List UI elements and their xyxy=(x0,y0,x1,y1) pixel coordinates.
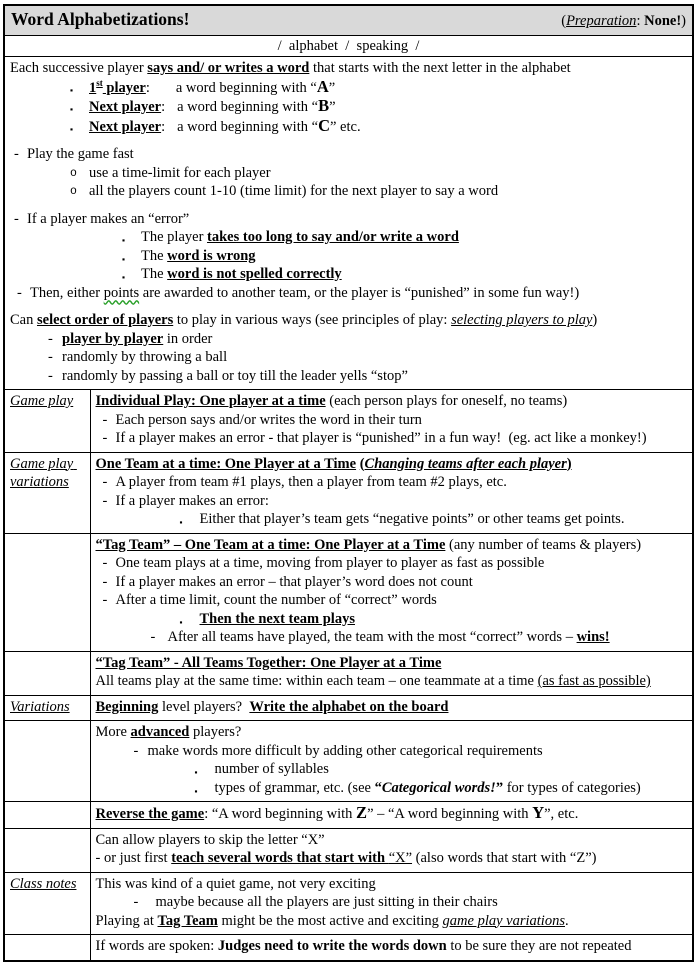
dash-bullet-icon: - xyxy=(102,474,108,490)
text-segment: teach several words that start with xyxy=(171,850,389,866)
text-segment: Can allow players to skip the letter “X” xyxy=(95,831,325,848)
text-line xyxy=(10,97,687,117)
text-line xyxy=(96,760,688,779)
text-line xyxy=(10,117,687,137)
text-segment: ” xyxy=(329,99,336,115)
square-bullet-icon: ▪ xyxy=(179,616,183,627)
row-content-cell xyxy=(90,721,693,802)
text-segment: a word beginning with “ xyxy=(175,79,317,96)
table-row-variations-skip-x xyxy=(4,828,693,872)
text-segment: Z xyxy=(356,803,368,822)
row-content-cell xyxy=(90,452,693,533)
text-line xyxy=(96,723,688,742)
title-cell xyxy=(4,5,693,35)
text-segment: Game play xyxy=(10,393,74,409)
circle-bullet-icon: o xyxy=(70,185,77,198)
text-segment: . xyxy=(564,912,569,929)
text-segment: ) xyxy=(566,455,572,472)
square-bullet-icon: ▪ xyxy=(70,123,74,134)
text-segment: Can xyxy=(10,312,37,328)
text-line xyxy=(96,831,688,850)
text-segment: If a player makes an error: xyxy=(115,492,269,509)
text-segment: to be sure they are not repeated xyxy=(446,938,632,954)
dash-bullet-icon: - xyxy=(102,573,108,590)
text-segment: - or just first xyxy=(95,850,172,866)
table-row-class-notes xyxy=(4,872,693,935)
text-segment: All teams play at the same time: within each team – one teammate at a time xyxy=(95,673,538,689)
square-bullet-icon: ▪ xyxy=(122,253,126,264)
row-content-cell xyxy=(90,390,693,453)
text-line xyxy=(96,429,688,448)
text-line xyxy=(96,492,688,511)
text-segment: for types of categories) xyxy=(503,779,641,796)
text-segment: says and/ or writes a word xyxy=(147,60,310,76)
text-segment: None! xyxy=(644,13,682,29)
dash-bullet-icon: - xyxy=(14,210,19,227)
table-row-game-play-individual xyxy=(4,390,693,453)
circle-bullet-icon: o xyxy=(70,166,77,180)
table-row-variations-reverse xyxy=(4,802,693,829)
row-content-cell xyxy=(90,533,693,651)
text-segment: : xyxy=(161,118,166,135)
text-segment: A xyxy=(316,76,329,96)
text-segment: “ xyxy=(374,779,382,796)
text-segment: If a player makes an error - that player is “punished” in a fun way! (eg. act like a monkey!) xyxy=(115,430,647,446)
title-row xyxy=(4,5,693,35)
text-line xyxy=(10,311,687,330)
text-line xyxy=(96,698,688,717)
row-label-cell xyxy=(4,935,90,961)
table-row-variations-advanced xyxy=(4,721,693,802)
text-segment: Each successive player xyxy=(10,60,148,76)
square-bullet-icon: ▪ xyxy=(194,785,198,796)
text-segment: The player xyxy=(141,229,208,245)
text-segment: If a player makes an “error” xyxy=(27,210,190,227)
text-segment: More xyxy=(95,724,131,740)
text-segment: use a time-limit for each player xyxy=(89,164,271,181)
text-segment: ”, etc. xyxy=(544,806,579,822)
preparation-note xyxy=(561,12,686,31)
text-segment: player xyxy=(102,79,146,96)
text-segment: A player from team #1 plays, then a player from team #2 plays, etc. xyxy=(115,474,507,490)
text-line xyxy=(10,265,687,284)
row-content-cell xyxy=(90,872,693,935)
text-segment: Changing teams after each player xyxy=(364,455,567,472)
dash-bullet-icon: - xyxy=(133,742,139,759)
text-segment: Each person says and/or writes the word in their turn xyxy=(115,411,422,428)
text-segment: wins! xyxy=(576,629,610,645)
text-segment: The xyxy=(141,247,168,264)
text-line xyxy=(96,510,688,529)
square-bullet-icon: ▪ xyxy=(179,517,183,527)
text-line xyxy=(96,628,688,647)
text-segment: Variations xyxy=(10,698,70,715)
square-bullet-icon: ▪ xyxy=(194,767,198,777)
text-line xyxy=(10,330,687,349)
text-segment: ( xyxy=(359,455,365,472)
dash-bullet-icon: - xyxy=(17,284,22,301)
text-line xyxy=(96,473,688,492)
text-segment: (any number of teams & players) xyxy=(445,536,642,553)
table-row-intro xyxy=(4,57,693,390)
text-segment: in order xyxy=(163,330,213,347)
row-content-cell xyxy=(90,695,693,721)
text-segment: randomly by throwing a ball xyxy=(62,349,228,365)
text-line xyxy=(10,182,687,201)
text-segment: If words are spoken: xyxy=(95,938,218,954)
text-line xyxy=(96,672,688,691)
text-segment: Categorical words! xyxy=(381,779,496,796)
table-row-tag-team-all-teams xyxy=(4,651,693,695)
text-line xyxy=(10,228,687,247)
text-segment: players? xyxy=(189,724,242,740)
dash-bullet-icon: - xyxy=(150,629,156,645)
text-segment: : xyxy=(145,79,150,96)
text-segment: advanced xyxy=(130,724,190,740)
text-segment: selecting players to play xyxy=(451,312,593,328)
text-segment: (as fast as possible) xyxy=(537,673,651,689)
text-segment: Tag Team xyxy=(157,912,218,929)
text-segment: B xyxy=(318,96,330,115)
text-segment: C xyxy=(318,115,330,135)
table-row-class-notes-judges xyxy=(4,935,693,961)
text-line xyxy=(10,164,687,183)
text-line xyxy=(10,367,687,386)
text-segment: Judges need to write the words down xyxy=(217,938,447,954)
text-line xyxy=(96,654,688,673)
tagline-row xyxy=(4,35,693,57)
text-line xyxy=(96,411,688,430)
text-line xyxy=(96,455,688,474)
text-segment: Playing at xyxy=(95,912,158,929)
text-segment: If a player makes an error – that player’s word does not count xyxy=(115,573,473,590)
text-segment: player by player xyxy=(62,330,164,347)
dash-bullet-icon: - xyxy=(102,592,108,608)
text-line xyxy=(96,937,688,956)
row-label xyxy=(10,392,85,411)
text-segment: Y xyxy=(532,803,545,822)
text-segment: types of grammar, etc. (see xyxy=(214,779,375,796)
text-segment: word is wrong xyxy=(167,247,256,264)
text-line xyxy=(96,610,688,629)
text-segment: a word beginning with “ xyxy=(177,99,319,115)
dash-bullet-icon: - xyxy=(102,492,108,509)
text-segment: that starts with the next letter in the alphabet xyxy=(309,60,571,76)
text-segment: One Team at a time: One Player at a Time xyxy=(95,455,357,472)
text-segment: all the players count 1-10 (time limit) for the next player to say a word xyxy=(89,183,499,199)
text-segment: game play variations xyxy=(442,912,565,929)
row-label-cell xyxy=(4,533,90,651)
text-segment: level players? xyxy=(158,698,250,715)
row-label xyxy=(10,455,85,492)
text-segment: ( xyxy=(561,13,567,29)
text-line xyxy=(96,875,688,894)
text-line xyxy=(10,348,687,367)
text-line xyxy=(10,247,687,266)
text-segment: This was kind of a quiet game, not very exciting xyxy=(95,875,376,892)
table-row-tag-team-one-team xyxy=(4,533,693,651)
text-line xyxy=(10,284,687,303)
text-line xyxy=(96,591,688,610)
text-segment: Then, either xyxy=(30,284,104,301)
text-line xyxy=(96,573,688,592)
text-segment: : “A word beginning with xyxy=(204,806,357,822)
text-segment: make words more difficult by adding other categorical requirements xyxy=(147,742,543,759)
text-segment: 1 xyxy=(89,79,97,96)
text-segment: Play the game fast xyxy=(27,146,134,162)
row-label-cell xyxy=(4,828,90,872)
row-content-cell xyxy=(90,935,693,961)
text-segment: ) xyxy=(681,13,686,29)
text-segment: : xyxy=(161,99,166,115)
square-bullet-icon: ▪ xyxy=(122,272,126,282)
text-segment: maybe because all the players are just sitting in their chairs xyxy=(155,894,498,910)
dash-bullet-icon: - xyxy=(48,367,53,384)
row-content-cell xyxy=(90,828,693,872)
square-bullet-icon: ▪ xyxy=(70,104,74,114)
text-line xyxy=(96,849,688,868)
text-segment: a word beginning with “ xyxy=(177,118,319,135)
text-line xyxy=(96,912,688,931)
text-line xyxy=(96,536,688,555)
text-segment: word is not spelled correctly xyxy=(167,266,342,282)
text-segment: ) xyxy=(592,312,598,328)
text-segment: One team plays at a time, moving from player to player as fast as possible xyxy=(115,555,545,571)
text-segment: “Tag Team” – One Team at a time: One Player at a Time xyxy=(95,536,446,553)
row-label-cell xyxy=(4,695,90,721)
text-line xyxy=(96,893,688,912)
text-segment: “Tag Team” - All Teams Together: One Player at a Time xyxy=(95,654,442,671)
dash-bullet-icon: - xyxy=(14,146,19,162)
dash-bullet-icon: - xyxy=(48,349,53,365)
dash-bullet-icon: - xyxy=(133,894,139,910)
text-segment: After a time limit, count the number of “correct” words xyxy=(115,592,437,608)
text-segment: : xyxy=(636,13,645,29)
text-segment: Either that player’s team gets “negative points” or other teams get points. xyxy=(199,511,625,527)
row-content-cell xyxy=(90,802,693,829)
row-label-cell xyxy=(4,872,90,935)
text-line xyxy=(10,210,687,229)
text-segment: (also words that start with “Z”) xyxy=(412,850,597,866)
text-segment: st xyxy=(96,77,103,88)
text-line xyxy=(96,554,688,573)
text-segment: Individual Play: One player at a time xyxy=(95,393,326,409)
text-segment: (each person plays for oneself, no teams) xyxy=(325,393,568,409)
row-label-cell xyxy=(4,651,90,695)
dash-bullet-icon: - xyxy=(102,555,108,571)
document-table xyxy=(3,4,694,962)
text-segment: Next player xyxy=(89,99,162,115)
row-content-cell xyxy=(90,651,693,695)
square-bullet-icon: ▪ xyxy=(70,84,74,95)
text-segment: ” etc. xyxy=(329,118,361,135)
dash-bullet-icon: - xyxy=(102,430,108,446)
tagline: / alphabet / speaking / xyxy=(4,35,693,57)
row-label-cell xyxy=(4,802,90,829)
text-segment: Preparation xyxy=(566,13,637,29)
text-segment: select order of players xyxy=(36,312,174,328)
text-segment: After all teams have played, the team with the most “correct” words – xyxy=(167,629,577,645)
text-segment: Game play variations xyxy=(10,455,77,490)
text-segment: Reverse the game xyxy=(95,806,205,822)
text-segment: Write the alphabet on the board xyxy=(249,698,449,715)
text-line xyxy=(96,742,688,761)
text-segment: ” xyxy=(495,779,504,796)
square-bullet-icon: ▪ xyxy=(122,235,126,245)
row-label-cell xyxy=(4,721,90,802)
text-line xyxy=(96,779,688,798)
row-label-cell xyxy=(4,452,90,533)
text-segment: number of syllables xyxy=(214,761,329,777)
row-label xyxy=(10,698,85,717)
text-segment: points xyxy=(103,284,140,301)
text-segment: might be the most active and exciting xyxy=(217,912,443,929)
text-segment: to play in various ways (see principles of play: xyxy=(173,312,452,328)
table-row-game-play-variations-one-team xyxy=(4,452,693,533)
text-segment: Then the next team plays xyxy=(199,610,355,627)
text-line xyxy=(10,78,687,98)
text-segment: ” xyxy=(328,79,336,96)
text-segment: Next player xyxy=(89,118,162,135)
row-content-cell xyxy=(4,57,693,390)
text-segment: randomly by passing a ball or toy till the leader yells “stop” xyxy=(62,367,408,384)
text-segment: are awarded to another team, or the player is “punished” in some fun way!) xyxy=(139,284,580,301)
dash-bullet-icon: - xyxy=(48,330,53,347)
row-label xyxy=(10,875,85,894)
text-segment: Class notes xyxy=(10,875,77,892)
text-segment: The xyxy=(141,266,168,282)
text-segment: takes too long to say and/or write a word xyxy=(207,229,459,245)
text-line xyxy=(10,59,687,78)
table-row-variations-beginning xyxy=(4,695,693,721)
text-segment: Beginning xyxy=(95,698,159,715)
text-segment: ” – “A word beginning with xyxy=(367,806,533,822)
text-line xyxy=(96,804,688,824)
text-line xyxy=(96,392,688,411)
page-title: Word Alphabetizations! xyxy=(11,9,190,29)
text-line xyxy=(10,145,687,164)
text-segment: “X” xyxy=(388,850,413,866)
dash-bullet-icon: - xyxy=(102,411,108,428)
row-label-cell xyxy=(4,390,90,453)
